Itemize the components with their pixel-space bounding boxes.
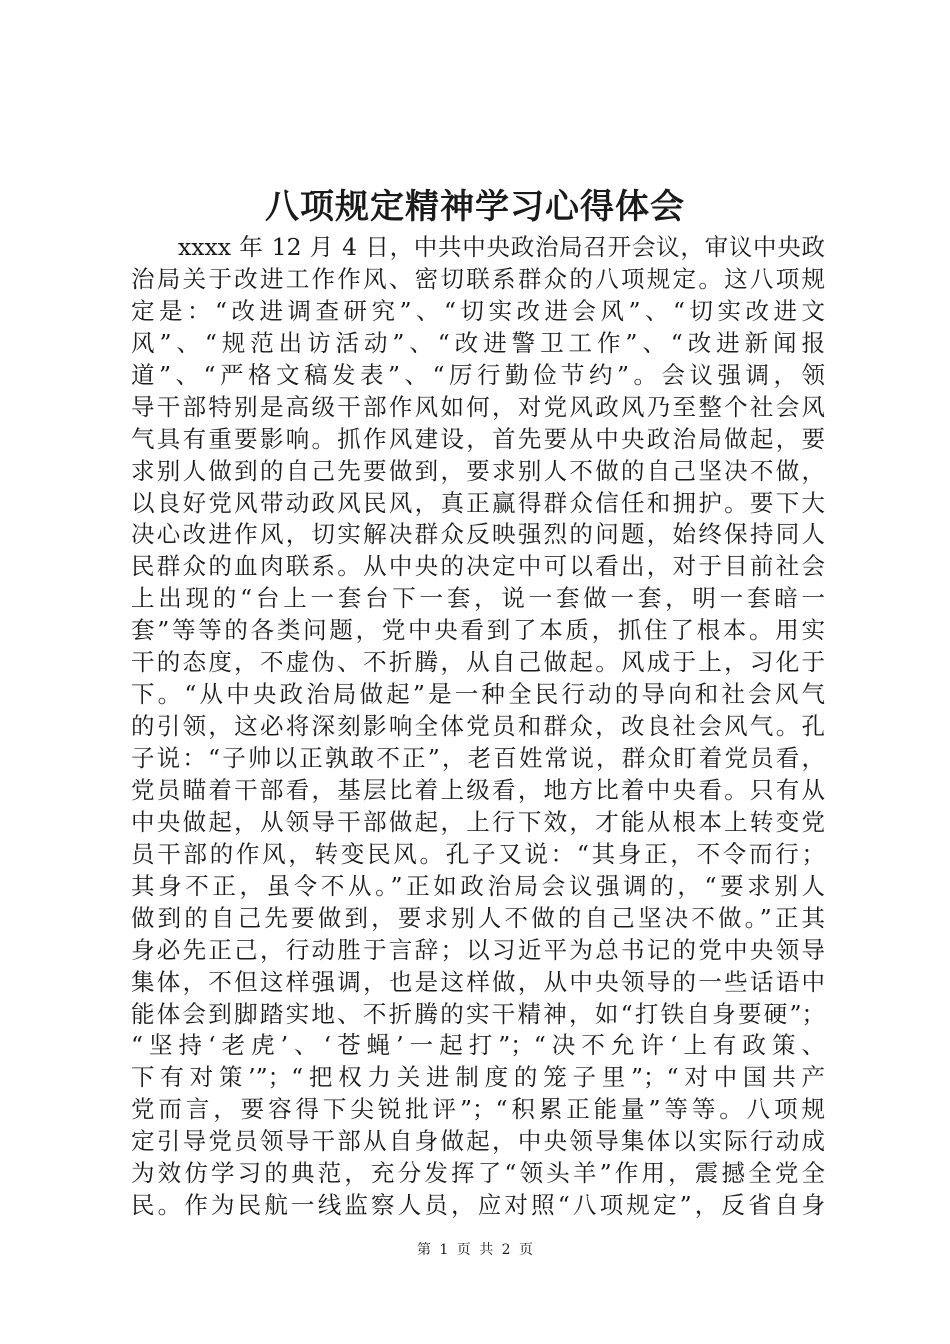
paragraph-line: 求别人做到的自己先要做到，要求别人不做的自己坚决不做， — [131, 456, 825, 485]
paragraph-line: 子说：“子帅以正孰敢不正”，老百姓常说，群众盯着党员看， — [131, 744, 825, 772]
paragraph-line: 身必先正己，行动胜于言辞；以习近平为总书记的党中央领导 — [131, 935, 825, 964]
paragraph-line: 集体，不但这样强调，也是这样做，从中央领导的一些话语中 — [131, 967, 825, 996]
paragraph-line: 风”、“规范出访活动”、“改进警卫工作”、“改进新闻报 — [131, 328, 825, 357]
paragraph-line: 做到的自己先要做到，要求别人不做的自己坚决不做。”正其 — [131, 903, 825, 932]
paragraph-line: 干的态度，不虚伪、不折腾，从自己做起。风成于上，习化于 — [131, 648, 825, 677]
paragraph-line: xxxx 年 12 月 4 日，中共中央政治局召开会议，审议中央政 — [178, 233, 825, 261]
paragraph-line: 民。作为民航一线监察人员，应对照“八项规定”，反省自身 — [131, 1191, 825, 1220]
paragraph-line: 为效仿学习的典范，充分发挥了“领头羊”作用，震撼全党全 — [131, 1159, 825, 1188]
paragraph-line: 员干部的作风，转变民风。孔子又说：“其身正，不令而行； — [131, 839, 825, 868]
paragraph-line: 党而言，要容得下尖锐批评”；“积累正能量”等等。八项规 — [131, 1095, 825, 1124]
paragraph-line: 能体会到脚踏实地、不折腾的实干精神，如“打铁自身要硬”； — [131, 999, 825, 1028]
paragraph-line: 党员瞄着干部看，基层比着上级看，地方比着中央看。只有从 — [131, 775, 825, 804]
paragraph-line: 决心改进作风，切实解决群众反映强烈的问题，始终保持同人 — [131, 520, 825, 549]
document-title: 八项规定精神学习心得体会 — [265, 187, 685, 227]
document-body — [131, 232, 825, 1222]
paragraph-line: 定引导党员领导干部从自身做起，中央领导集体以实际行动成 — [131, 1127, 825, 1156]
paragraph-line: 其身不正，虽令不从。”正如政治局会议强调的，“要求别人 — [131, 871, 825, 900]
page-footer: 第 1 页 共 2 页 — [416, 1242, 534, 1258]
paragraph-line: 上出现的“台上一套台下一套，说一套做一套，明一套暗一 — [131, 584, 825, 613]
paragraph-line: 导干部特别是高级干部作风如何，对党风政风乃至整个社会风 — [131, 392, 825, 421]
paragraph-line: 的引领，这必将深刻影响全体党员和群众，改良社会风气。孔 — [131, 712, 825, 741]
paragraph-line: 下。“从中央政治局做起”是一种全民行动的导向和社会风气 — [131, 680, 825, 709]
paragraph-line: 以良好党风带动政风民风，真正赢得群众信任和拥护。要下大 — [131, 488, 825, 517]
paragraph-line: 治局关于改进工作作风、密切联系群众的八项规定。这八项规 — [131, 264, 825, 293]
paragraph-line: 下有对策’”；“把权力关进制度的笼子里”；“对中国共产 — [131, 1063, 825, 1092]
paragraph-line: 中央做起，从领导干部做起，上行下效，才能从根本上转变党 — [131, 807, 825, 836]
paragraph-line: 民群众的血肉联系。从中央的决定中可以看出，对于目前社会 — [131, 552, 825, 581]
paragraph-line: 定是：“改进调查研究”、“切实改进会风”、“切实改进文 — [131, 296, 825, 325]
paragraph-line: 套”等等的各类问题，党中央看到了本质，抓住了根本。用实 — [131, 616, 825, 645]
paragraph-line: 道”、“严格文稿发表”、“厉行勤俭节约”。会议强调，领 — [131, 360, 825, 389]
paragraph-line: 气具有重要影响。抓作风建设，首先要从中央政治局做起，要 — [131, 424, 825, 453]
paragraph-line: “坚持‘老虎’、‘苍蝇’一起打”；“决不允许‘上有政策、 — [131, 1031, 825, 1060]
